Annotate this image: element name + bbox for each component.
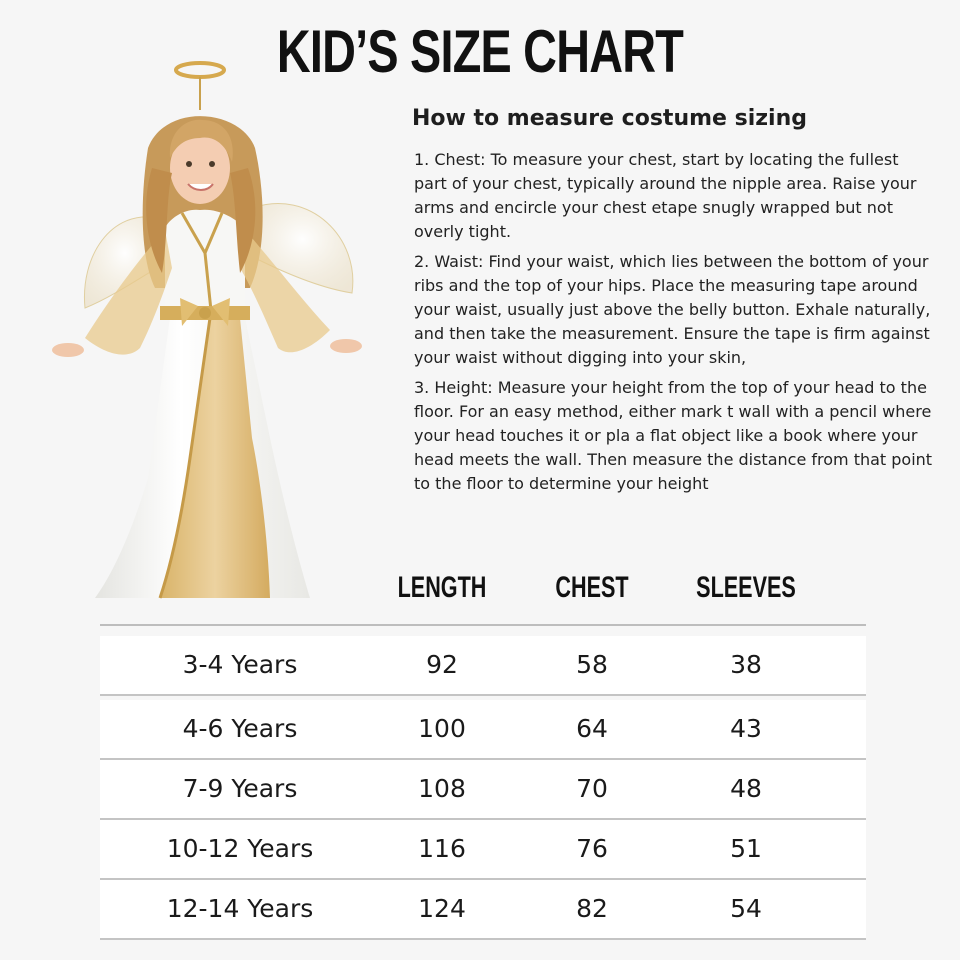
sleeves-cell: 54 xyxy=(730,894,762,923)
table-row xyxy=(100,880,866,940)
chest-cell: 82 xyxy=(576,894,608,923)
instruction-waist: 2. Waist: Find your waist, which lies between the bottom of your ribs and the top of your hips. Place the measuring tape around your waist, usually just above the belly button. Exhale naturally, and then take the measurement. Ensure the tape is firm against your waist without digging into your skin, xyxy=(414,252,931,367)
sleeves-cell: 38 xyxy=(730,650,762,679)
size-cell: 3-4 Years xyxy=(182,650,298,679)
instruction-height: 3. Height: Measure your height from the top of your head to the floor. For an easy method, either mark t wall with a pencil where your head touches it or pla a flat object like a book where your head meets the wall. Then measure the distance from that point to the floor to determine your height xyxy=(414,378,933,493)
column-header-chest: CHEST xyxy=(555,571,629,604)
column-header-sleeves: SLEEVES xyxy=(696,571,796,604)
page-title: KID’S SIZE CHART xyxy=(276,18,684,85)
size-cell: 7-9 Years xyxy=(182,774,298,803)
table-top-divider xyxy=(100,624,866,626)
table-row xyxy=(100,760,866,820)
chest-cell: 64 xyxy=(576,714,608,743)
size-cell: 10-12 Years xyxy=(166,834,314,863)
instruction-chest: 1. Chest: To measure your chest, start by locating the fullest part of your chest, typically around the nipple area. Raise your arms and encircle your chest etape snugly wrapped but not overly tight. xyxy=(414,150,917,241)
table-row xyxy=(100,636,866,696)
sleeves-cell: 43 xyxy=(730,714,762,743)
chest-cell: 76 xyxy=(576,834,608,863)
length-cell: 100 xyxy=(418,714,466,743)
size-cell: 12-14 Years xyxy=(166,894,314,923)
length-cell: 124 xyxy=(418,894,466,923)
section-subtitle: How to measure costume sizing xyxy=(412,106,808,131)
angel-costume-child-icon xyxy=(40,58,370,608)
column-header-length: LENGTH xyxy=(397,571,487,604)
chest-cell: 70 xyxy=(576,774,608,803)
length-cell: 108 xyxy=(418,774,466,803)
chest-cell: 58 xyxy=(576,650,608,679)
sleeves-cell: 48 xyxy=(730,774,762,803)
length-cell: 92 xyxy=(426,650,458,679)
size-cell: 4-6 Years xyxy=(182,714,298,743)
table-row xyxy=(100,700,866,760)
length-cell: 116 xyxy=(418,834,466,863)
measuring-instructions xyxy=(414,148,934,502)
sleeves-cell: 51 xyxy=(730,834,762,863)
table-row xyxy=(100,820,866,880)
